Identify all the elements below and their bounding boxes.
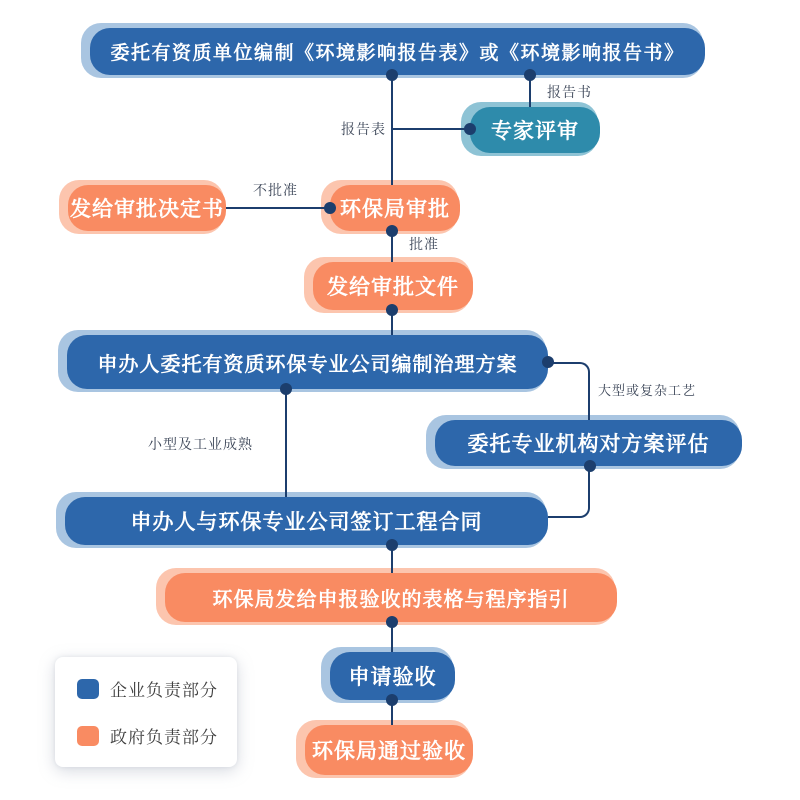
connector-approval-to-decision (226, 207, 330, 209)
junction-dot-expert-in (464, 123, 476, 135)
edge-label-report-book: 报告书 (547, 84, 592, 100)
node-decision: 发给审批决定书 (68, 185, 226, 231)
connector-report-to-approval (391, 75, 393, 185)
junction-dot-eval-bottom (584, 460, 596, 472)
junction-dot-docs-bottom (386, 304, 398, 316)
enterprise-color-swatch-icon (77, 679, 99, 699)
node-pass: 环保局通过验收 (305, 725, 473, 775)
node-report: 委托有资质单位编制《环境影响报告表》或《环境影响报告书》 (90, 28, 705, 75)
junction-dot-approval-bottom (386, 225, 398, 237)
node-expert: 专家评审 (470, 107, 600, 153)
edge-label-report-form: 报告表 (341, 121, 386, 137)
connector-plan-to-contract (285, 389, 287, 497)
edge-label-not-approved: 不批准 (253, 182, 298, 198)
edge-label-large-process: 大型或复杂工艺 (598, 383, 697, 398)
legend-label-government: 政府负责部分 (110, 728, 218, 747)
node-plan: 申办人委托有资质环保专业公司编制治理方案 (67, 335, 548, 389)
legend-item-government (77, 723, 237, 748)
junction-dot-apply-bottom (386, 694, 398, 706)
node-apply: 申请验收 (330, 652, 455, 700)
node-contract: 申办人与环保专业公司签订工程合同 (65, 497, 548, 545)
connector-plan-to-eval (548, 362, 590, 420)
edge-label-small-process: 小型及工业成熟 (148, 436, 253, 452)
junction-dot-plan-bottom (280, 383, 292, 395)
node-docs: 发给审批文件 (313, 262, 473, 310)
legend-item-enterprise (77, 676, 237, 701)
junction-dot-approval-left (324, 202, 336, 214)
legend-label-enterprise: 企业负责部分 (110, 681, 218, 700)
junction-dot-contract-bottom (386, 539, 398, 551)
edge-label-approved: 批准 (409, 236, 439, 252)
node-eval: 委托专业机构对方案评估 (435, 420, 742, 466)
junction-dot-report-book (524, 69, 536, 81)
junction-dot-plan-right (542, 356, 554, 368)
legend-card (55, 657, 237, 767)
junction-dot-report-form (386, 69, 398, 81)
connector-eval-to-contract (548, 466, 590, 518)
node-approval: 环保局审批 (330, 185, 460, 231)
junction-dot-guide-bottom (386, 616, 398, 628)
connector-branch-to-expert (392, 128, 470, 130)
node-guide: 环保局发给申报验收的表格与程序指引 (165, 573, 617, 622)
government-color-swatch-icon (77, 726, 99, 746)
